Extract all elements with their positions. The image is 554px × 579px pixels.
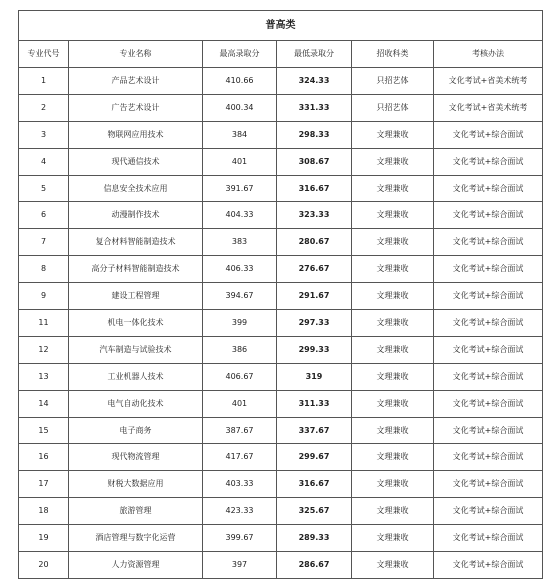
cell-min-score: 323.33: [277, 202, 352, 229]
cell-category: 文理兼收: [352, 175, 434, 202]
cell-min-score: 276.67: [277, 256, 352, 283]
cell-min-score: 319: [277, 363, 352, 390]
table-body: [19, 68, 543, 579]
cell-category: 文理兼收: [352, 336, 434, 363]
cell-code: 13: [19, 363, 69, 390]
cell-min-score: 311.33: [277, 390, 352, 417]
header-min-score: 最低录取分: [277, 41, 352, 68]
header-max-score: 最高录取分: [203, 41, 277, 68]
cell-min-score: 316.67: [277, 471, 352, 498]
cell-max-score: 386: [203, 336, 277, 363]
cell-min-score: 299.67: [277, 444, 352, 471]
cell-category: 文理兼收: [352, 121, 434, 148]
cell-name: 动漫制作技术: [69, 202, 203, 229]
cell-method: 文化考试+综合面试: [434, 336, 543, 363]
cell-max-score: 401: [203, 148, 277, 175]
cell-code: 2: [19, 94, 69, 121]
cell-max-score: 406.33: [203, 256, 277, 283]
cell-category: 只招艺体: [352, 94, 434, 121]
table-row: [19, 202, 543, 229]
cell-code: 12: [19, 336, 69, 363]
cell-name: 高分子材料智能制造技术: [69, 256, 203, 283]
table-row: [19, 68, 543, 95]
cell-min-score: 286.67: [277, 552, 352, 579]
table-title: 普高类: [19, 11, 543, 41]
cell-method: 文化考试+综合面试: [434, 444, 543, 471]
cell-method: 文化考试+综合面试: [434, 471, 543, 498]
cell-max-score: 410.66: [203, 68, 277, 95]
header-code: 专业代号: [19, 41, 69, 68]
cell-max-score: 403.33: [203, 471, 277, 498]
table-row: [19, 175, 543, 202]
cell-method: 文化考试+省美术统考: [434, 68, 543, 95]
cell-max-score: 404.33: [203, 202, 277, 229]
cell-code: 8: [19, 256, 69, 283]
cell-max-score: 397: [203, 552, 277, 579]
header-row: [19, 41, 543, 68]
cell-name: 物联网应用技术: [69, 121, 203, 148]
cell-method: 文化考试+综合面试: [434, 363, 543, 390]
cell-category: 文理兼收: [352, 283, 434, 310]
cell-category: 文理兼收: [352, 390, 434, 417]
cell-max-score: 399.67: [203, 525, 277, 552]
cell-category: 文理兼收: [352, 417, 434, 444]
cell-code: 14: [19, 390, 69, 417]
cell-category: 文理兼收: [352, 444, 434, 471]
cell-min-score: 337.67: [277, 417, 352, 444]
cell-max-score: 400.34: [203, 94, 277, 121]
cell-method: 文化考试+综合面试: [434, 256, 543, 283]
cell-method: 文化考试+综合面试: [434, 229, 543, 256]
cell-max-score: 406.67: [203, 363, 277, 390]
cell-code: 7: [19, 229, 69, 256]
cell-min-score: 289.33: [277, 525, 352, 552]
table-row: [19, 121, 543, 148]
cell-method: 文化考试+综合面试: [434, 202, 543, 229]
cell-name: 电子商务: [69, 417, 203, 444]
cell-method: 文化考试+综合面试: [434, 148, 543, 175]
table-row: [19, 552, 543, 579]
cell-method: 文化考试+综合面试: [434, 175, 543, 202]
cell-code: 4: [19, 148, 69, 175]
cell-name: 机电一体化技术: [69, 310, 203, 337]
cell-category: 文理兼收: [352, 363, 434, 390]
table-row: [19, 471, 543, 498]
cell-category: 文理兼收: [352, 202, 434, 229]
cell-code: 19: [19, 525, 69, 552]
cell-max-score: 383: [203, 229, 277, 256]
cell-min-score: 280.67: [277, 229, 352, 256]
cell-category: 只招艺体: [352, 68, 434, 95]
cell-max-score: 423.33: [203, 498, 277, 525]
cell-min-score: 324.33: [277, 68, 352, 95]
cell-method: 文化考试+综合面试: [434, 498, 543, 525]
cell-category: 文理兼收: [352, 229, 434, 256]
cell-code: 3: [19, 121, 69, 148]
cell-name: 酒店管理与数字化运营: [69, 525, 203, 552]
cell-code: 11: [19, 310, 69, 337]
cell-method: 文化考试+综合面试: [434, 310, 543, 337]
cell-min-score: 297.33: [277, 310, 352, 337]
cell-name: 财税大数据应用: [69, 471, 203, 498]
header-method: 考核办法: [434, 41, 543, 68]
cell-name: 现代物流管理: [69, 444, 203, 471]
table-row: [19, 256, 543, 283]
cell-category: 文理兼收: [352, 148, 434, 175]
table-row: [19, 310, 543, 337]
cell-category: 文理兼收: [352, 471, 434, 498]
cell-category: 文理兼收: [352, 552, 434, 579]
cell-category: 文理兼收: [352, 256, 434, 283]
cell-code: 15: [19, 417, 69, 444]
cell-min-score: 331.33: [277, 94, 352, 121]
cell-category: 文理兼收: [352, 525, 434, 552]
cell-name: 人力资源管理: [69, 552, 203, 579]
cell-code: 16: [19, 444, 69, 471]
cell-name: 广告艺术设计: [69, 94, 203, 121]
header-name: 专业名称: [69, 41, 203, 68]
table-row: [19, 363, 543, 390]
cell-name: 建设工程管理: [69, 283, 203, 310]
table-row: [19, 417, 543, 444]
cell-max-score: 401: [203, 390, 277, 417]
cell-max-score: 391.67: [203, 175, 277, 202]
cell-category: 文理兼收: [352, 310, 434, 337]
cell-code: 6: [19, 202, 69, 229]
cell-max-score: 394.67: [203, 283, 277, 310]
table-row: [19, 444, 543, 471]
cell-min-score: 291.67: [277, 283, 352, 310]
cell-max-score: 387.67: [203, 417, 277, 444]
cell-category: 文理兼收: [352, 498, 434, 525]
cell-method: 文化考试+省美术统考: [434, 94, 543, 121]
cell-code: 17: [19, 471, 69, 498]
cell-name: 复合材料智能制造技术: [69, 229, 203, 256]
cell-method: 文化考试+综合面试: [434, 283, 543, 310]
cell-name: 电气自动化技术: [69, 390, 203, 417]
cell-name: 旅游管理: [69, 498, 203, 525]
cell-code: 1: [19, 68, 69, 95]
cell-code: 9: [19, 283, 69, 310]
cell-min-score: 299.33: [277, 336, 352, 363]
cell-method: 文化考试+综合面试: [434, 525, 543, 552]
cell-code: 18: [19, 498, 69, 525]
cell-method: 文化考试+综合面试: [434, 121, 543, 148]
table-row: [19, 229, 543, 256]
admission-table-container: [18, 10, 542, 579]
table-row: [19, 498, 543, 525]
table-row: [19, 148, 543, 175]
cell-max-score: 384: [203, 121, 277, 148]
cell-name: 汽车制造与试验技术: [69, 336, 203, 363]
table-row: [19, 283, 543, 310]
admission-score-table: [18, 10, 543, 579]
cell-name: 工业机器人技术: [69, 363, 203, 390]
table-row: [19, 336, 543, 363]
table-row: [19, 390, 543, 417]
cell-min-score: 325.67: [277, 498, 352, 525]
cell-code: 5: [19, 175, 69, 202]
cell-name: 现代通信技术: [69, 148, 203, 175]
cell-min-score: 316.67: [277, 175, 352, 202]
cell-name: 信息安全技术应用: [69, 175, 203, 202]
cell-max-score: 417.67: [203, 444, 277, 471]
cell-min-score: 308.67: [277, 148, 352, 175]
cell-method: 文化考试+综合面试: [434, 552, 543, 579]
cell-name: 产品艺术设计: [69, 68, 203, 95]
cell-method: 文化考试+综合面试: [434, 417, 543, 444]
cell-min-score: 298.33: [277, 121, 352, 148]
cell-method: 文化考试+综合面试: [434, 390, 543, 417]
table-row: [19, 525, 543, 552]
cell-code: 20: [19, 552, 69, 579]
cell-max-score: 399: [203, 310, 277, 337]
header-category: 招收科类: [352, 41, 434, 68]
table-row: [19, 94, 543, 121]
